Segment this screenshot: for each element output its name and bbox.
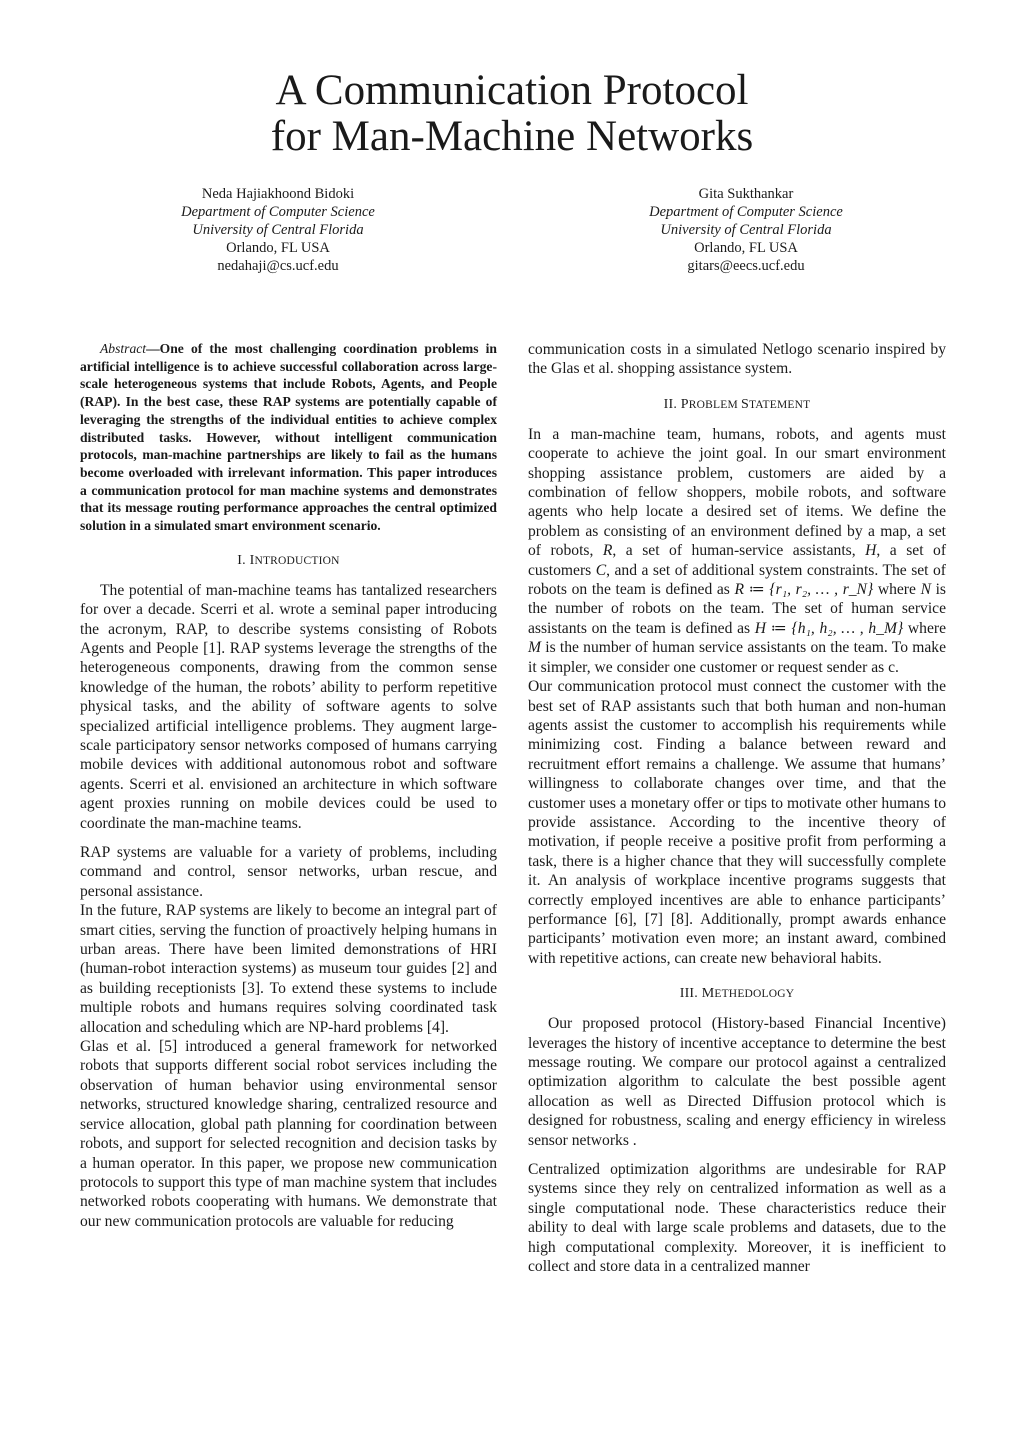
intro-paragraph-3: In the future, RAP systems are likely to become an integral part of smart cities, serving the function of proactively helping humans in urban areas. There have been limited demonstrations of HRI (human-robot interaction systems) as museum tour guides [2] and as building receptionists [3]. To extend these systems to include multiple robots and humans requires solving coordinated task allocation and scheduling which are NP-hard problems [4]. [80, 902, 497, 1036]
author-block-1 [128, 185, 428, 275]
author-university: University of Central Florida [660, 222, 832, 238]
abstract-text: —One of the most challenging coordination problems in artificial intelligence is to achieve successful collaboration across large-scale heterogeneous systems that include Robots, Agents, and People (RAP). In the best case, these RAP systems are potentially capable of leveraging the strengths of the individual entities to achieve complex distributed tasks. However, without intelligent communication protocols, man-machine partnerships are likely to fail as the humans become overloaded with irrelevant information. This paper introduces a communication protocol for man machine systems and demonstrates that its message routing performance approaches the central optimized solution in a simulated smart environment scenario. [80, 341, 497, 534]
intro-paragraph-4: Glas et al. [5] introduced a general framework for networked robots that supports different social robot services including the observation of human behavior using environmental sensor networks, structured knowledge sharing, centralized resource and service allocation, global path planning for coordination between robots, and support for selected recognition and decision tasks by a human operator. In this paper, we propose new communication protocols to support this type of man machine system that includes networked robots cooperating with humans. We demonstrate that our new communication protocols are valuable for reducing [80, 1038, 497, 1230]
intro-paragraph-2: RAP systems are valuable for a variety of problems, including command and control, sensor networks, urban rescue, and personal assistance. [80, 844, 497, 900]
title-line-2: for Man-Machine Networks [270, 113, 754, 160]
title-line-1: A Communication Protocol [275, 67, 749, 114]
method-paragraph-2: Centralized optimization algorithms are undesirable for RAP systems since they rely on centralized information as well as a single computational node. These characteristics reduce their ability to deal with large scale problems and datasets, due to the high computational complexity. Moreover, it is inefficient to collect and store data in a centralized manner [528, 1161, 946, 1276]
right-column [528, 340, 946, 1276]
abstract-label: Abstract [100, 341, 147, 356]
author-location: Orlando, FL USA [694, 240, 798, 256]
author-email: nedahaji@cs.ucf.edu [217, 258, 339, 274]
section-heading-introduction: I. INTRODUCTION [237, 552, 340, 568]
paper-title [0, 68, 1024, 160]
author-location: Orlando, FL USA [226, 240, 330, 256]
intro-paragraph-1: The potential of man-machine teams has tantalized researchers for over a decade. Scerri et al. wrote a seminal paper introducing the acronym, RAP, to describe systems consisting of Robots Agents and People [1]. RAP systems leverage the strengths of the heterogeneous components, drawing from the common sense knowledge of the human, the robots’ ability to perform repetitive physical tasks, and the ability of software agents to solve specialized artificial intelligence problems. They augment large-scale participatory sensor networks composed of humans carrying mobile devices with additional autonomous robot and software agents. Scerri et al. envisioned an architecture in which software agent proxies running on mobile devices could be used to coordinate the man-machine teams. [80, 581, 497, 832]
abstract [80, 340, 497, 535]
section-heading-problem-statement: II. PROBLEM STATEMENT [663, 396, 811, 412]
author-name: Gita Sukthankar [698, 186, 794, 202]
author-university: University of Central Florida [192, 222, 364, 238]
method-paragraph-1: Our proposed protocol (History-based Financial Incentive) leverages the history of incentive acceptance to determine the best message routing. We compare our protocol against a centralized optimization algorithm to calculate the best possible agent allocation as well as Directed Diffusion protocol which is designed for robustness, scaling and energy efficiency in wireless sensor networks . [528, 1015, 946, 1149]
author-department: Department of Computer Science [649, 204, 843, 220]
author-department: Department of Computer Science [181, 204, 375, 220]
author-block-2 [596, 185, 896, 275]
section-heading-methodology: III. METHEDOLOGY [679, 986, 795, 1002]
author-email: gitars@eecs.ucf.edu [687, 258, 805, 274]
problem-paragraph-2: Our communication protocol must connect the customer with the best set of RAP assistants such that both human and non-human agents assist the customer to accomplish his requirements while minimizing cost. Finding a balance between reward and recruitment effort remains a challenge. We assume that humans’ willingness to collaborate changes over time, and that the customer uses a monetary offer or tips to motivate other humans to provide assistance. According to the incentive theory of motivation, if people receive a positive profit from performing a task, there is a higher chance that they will successfully complete it. An analysis of workplace incentive programs suggests that correctly employed incentives are able to enhance participants’ performance [6], [7] [8]. Additionally, prompt awards enhance participants’ motivation even more; an instant award, combined with repetitive actions, can create new behavioral habits. [528, 678, 946, 967]
robot-set-formula: R ≔ {r₁, r₂, … , r_N} [734, 581, 874, 599]
continued-paragraph: communication costs in a simulated Netlogo scenario inspired by the Glas et al. shopping assistance system. [528, 341, 946, 378]
problem-paragraph-1: In a man-machine team, humans, robots, and agents must cooperate to achieve the joint goal. In our smart environment shopping assistance problem, customers are aided by a combination of fellow shoppers, mobile robots, and software agents who help locate a desired set of items. We define the problem as consisting of an environment defined by a map, a set of robots, R, a set of human-service assistants, H, a set of customers C, and a set of additional system constraints. The set of robots on the team is defined as R ≔ {r₁, r₂, … , r_N} where N is the number of robots on the team. The set of human service assistants on the team is defined as H ≔ {h₁, h₂, … , h_M} where M is the number of human service assistants on the team. To make it simpler, we consider one customer or request sender as c. [528, 425, 947, 676]
human-set-formula: H ≔ {h₁, h₂, … , h_M} [754, 619, 904, 637]
left-column [80, 340, 497, 1231]
author-name: Neda Hajiakhoond Bidoki [201, 186, 355, 202]
